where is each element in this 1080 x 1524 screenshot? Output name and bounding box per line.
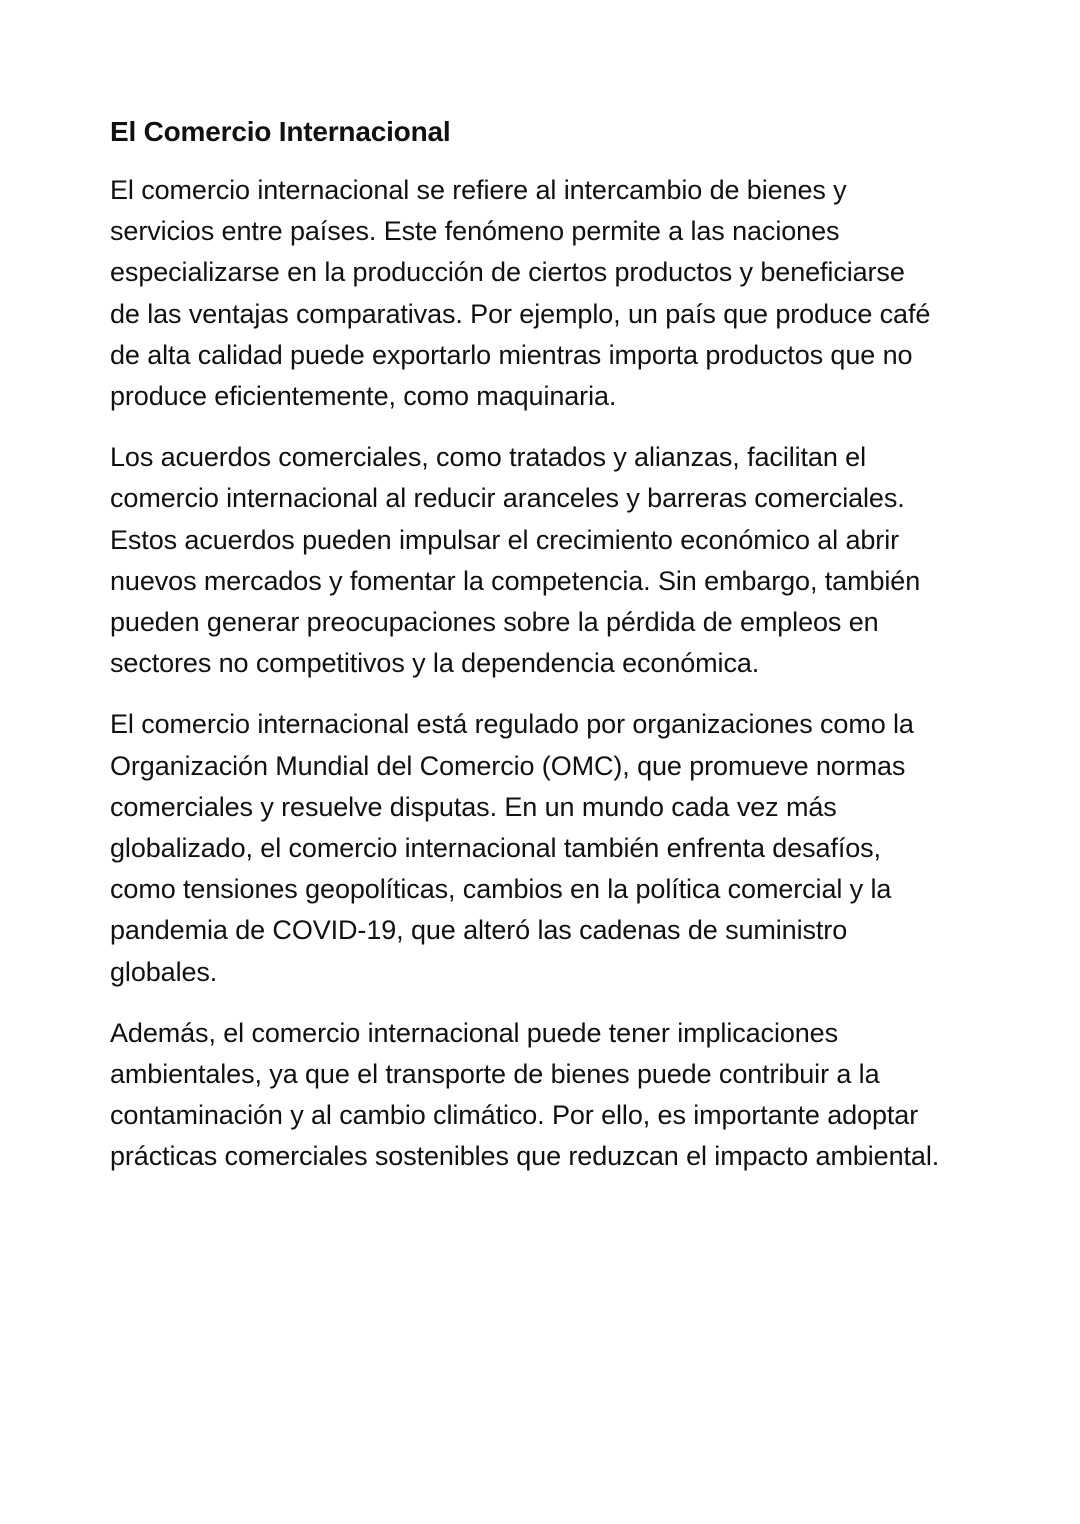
- document-title: El Comercio Internacional: [110, 116, 451, 147]
- document-page: [110, 112, 940, 1198]
- paragraph-1: El comercio internacional se refiere al intercambio de bienes y servicios entre países. Este fenómeno permite a las naciones especializarse en la producción de ciertos productos y beneficiarse de las ventajas comparativas. Por ejemplo, un país que produce café de alta calidad puede exportarlo mientras importa productos que no produce eficientemente, como maquinaria.: [110, 175, 931, 412]
- paragraph-2: Los acuerdos comerciales, como tratados y alianzas, facilitan el comercio internacional al reducir aranceles y barreras comerciales. Estos acuerdos pueden impulsar el crecimiento económico al abrir nuevos mercados y fomentar la competencia. Sin embargo, también pueden generar preocupaciones sobre la pérdida de empleos en sectores no competitivos y la dependencia económica.: [110, 442, 921, 679]
- paragraph-4: Además, el comercio internacional puede tener implicaciones ambientales, ya que el transporte de bienes puede contribuir a la contaminación y al cambio climático. Por ello, es importante adoptar prácticas comerciales sostenibles que reduzcan el impacto ambiental.: [110, 1017, 940, 1172]
- paragraph-3: El comercio internacional está regulado por organizaciones como la Organización Mundial del Comercio (OMC), que promueve normas comerciales y resuelve disputas. En un mundo cada vez más globalizado, el comercio internacional también enfrenta desafíos, como tensiones geopolíticas, cambios en la política comercial y la pandemia de COVID-19, que alteró las cadenas de suministro globales.: [110, 709, 914, 987]
